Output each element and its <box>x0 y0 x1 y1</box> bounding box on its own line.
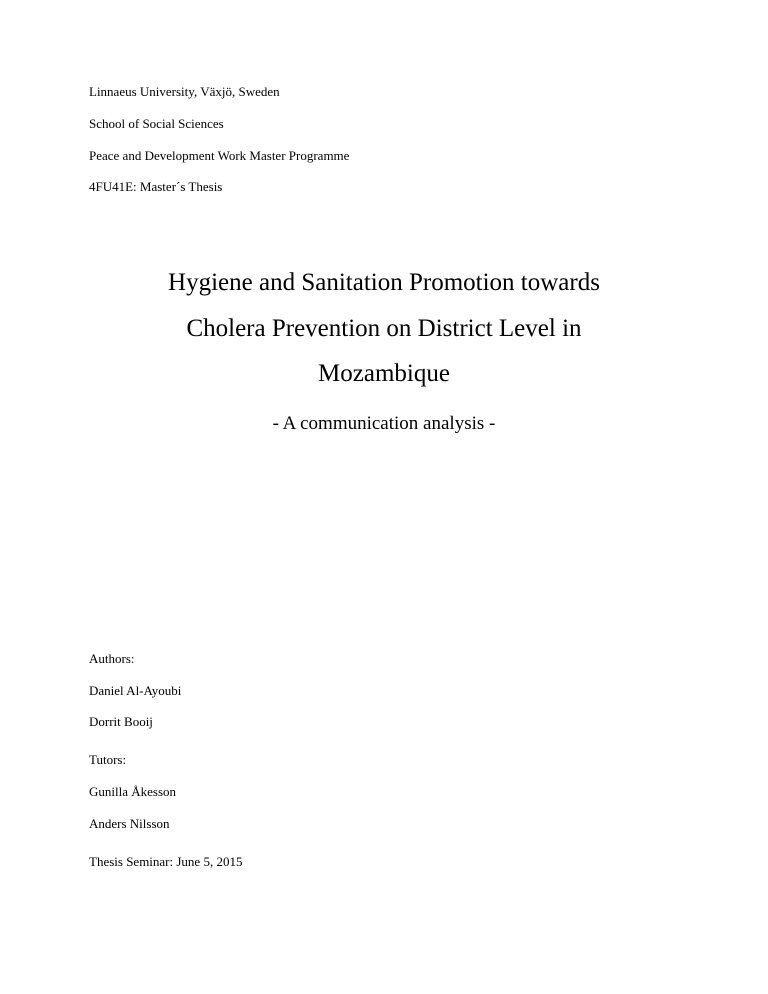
author-name: Dorrit Booij <box>89 714 153 729</box>
subtitle: - A communication analysis - <box>272 413 496 434</box>
course-line: 4FU41E: Master´s Thesis <box>89 179 223 194</box>
university-line: Linnaeus University, Växjö, Sweden <box>89 84 280 99</box>
seminar-date: Thesis Seminar: June 5, 2015 <box>89 854 243 869</box>
school-line: School of Social Sciences <box>89 116 224 131</box>
authors-label: Authors: <box>89 651 135 666</box>
tutors-label: Tutors: <box>89 752 127 767</box>
title-line-2: Cholera Prevention on District Level in <box>186 315 582 342</box>
title-line-3: Mozambique <box>318 360 450 387</box>
title-line-1: Hygiene and Sanitation Promotion towards <box>168 269 600 296</box>
author-name: Daniel Al-Ayoubi <box>89 683 182 698</box>
tutor-name: Anders Nilsson <box>89 816 170 831</box>
tutor-name: Gunilla Åkesson <box>89 784 177 799</box>
programme-line: Peace and Development Work Master Programme <box>89 148 350 163</box>
